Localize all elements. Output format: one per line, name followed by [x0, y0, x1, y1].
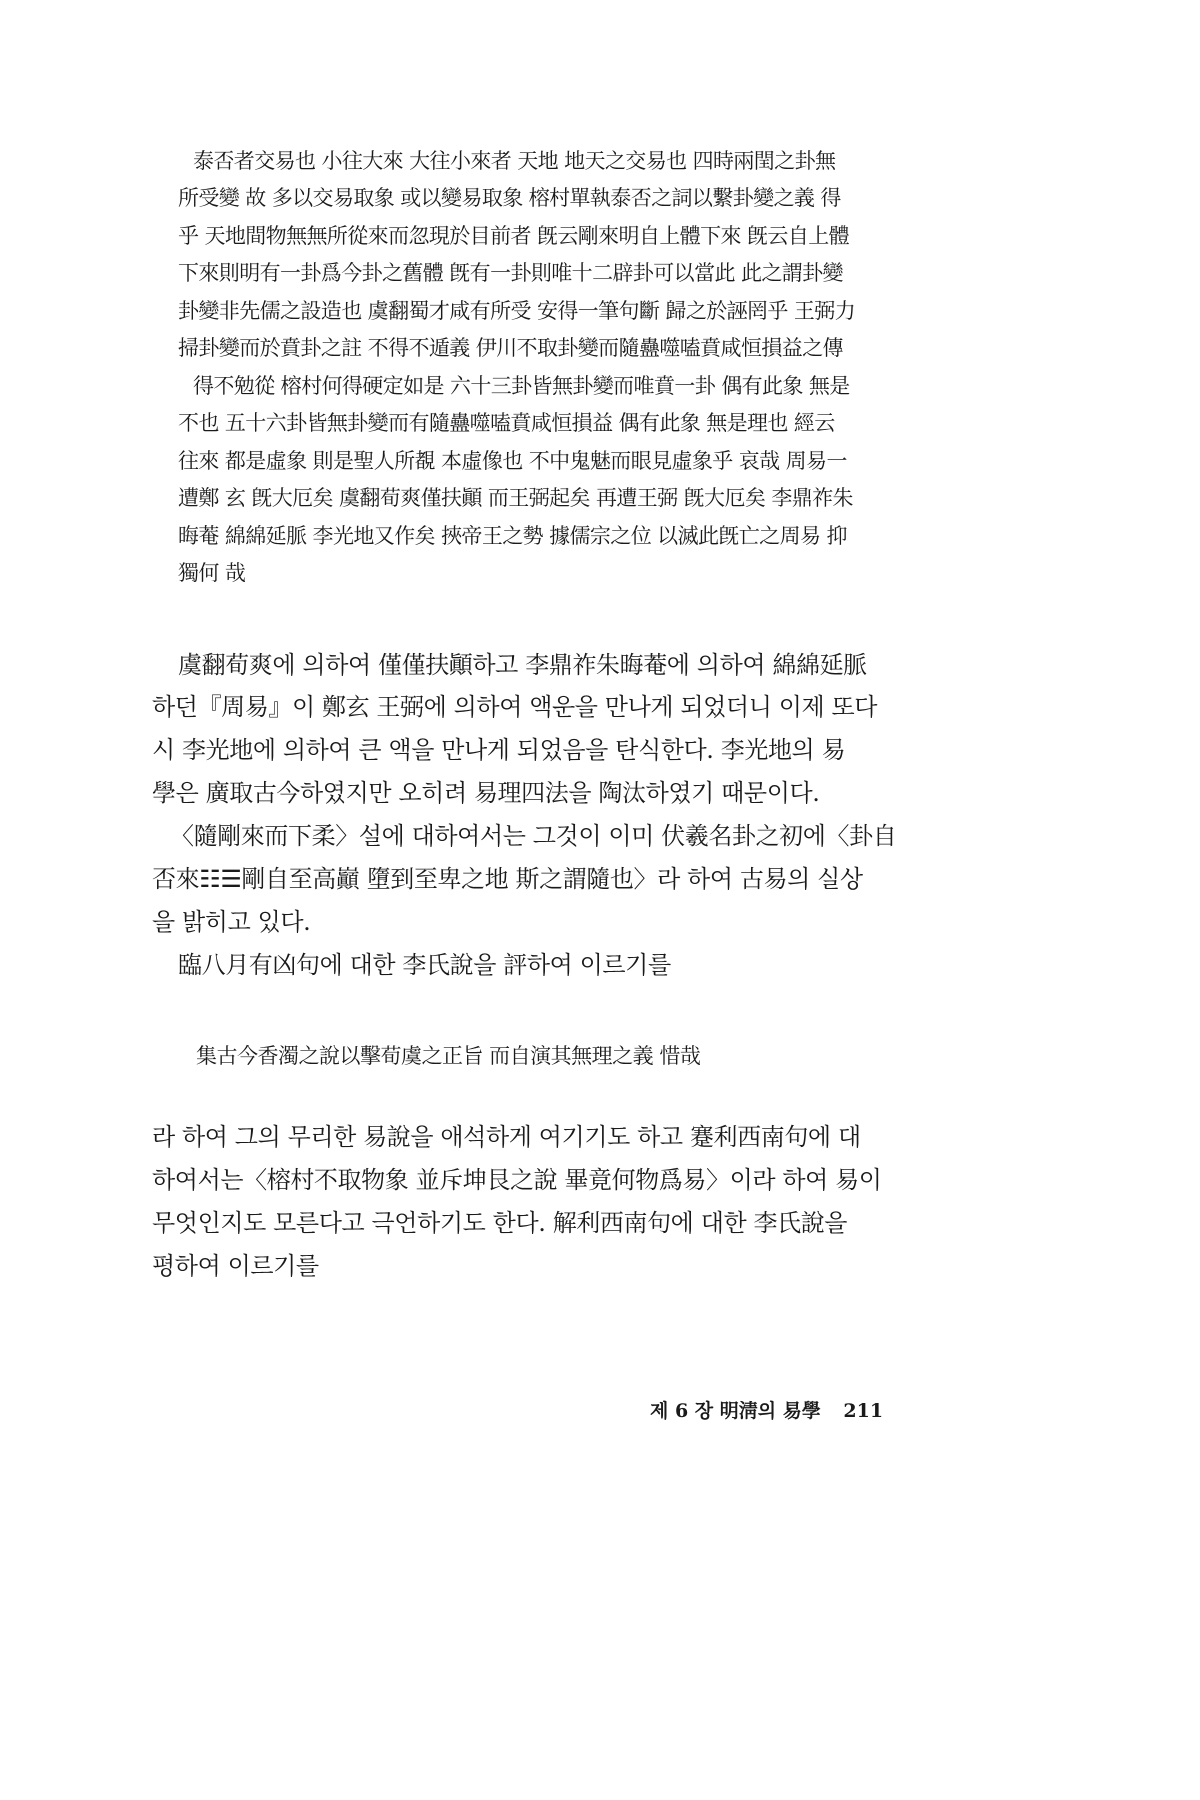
body-line: 虞翻荀爽에 의하여 僅僅扶顚하고 李鼎祚朱晦菴에 의하여 綿綿延脈 [178, 651, 867, 679]
quote-line: 遭鄭 玄 旣大厄矣 虞翻荀爽僅扶顚 而王弼起矣 再遭王弼 旣大厄矣 李鼎祚朱 [178, 486, 853, 510]
quote-line: 不也 五十六卦皆無卦變而有隨蠱噬嗑賁咸恒損益 偶有此象 無是理也 經云 [178, 411, 835, 435]
quote-line: 往來 都是虛象 則是聖人所覩 本虛像也 不中鬼魅而眼見虛象乎 哀哉 周易一 [178, 449, 847, 473]
quote-line: 獨何 哉 [178, 561, 246, 585]
body-line: 을 밝히고 있다. [152, 908, 311, 936]
chapter-title: 제 6 장 明淸의 易學 [650, 1400, 821, 1422]
quote-line: 晦菴 綿綿延脈 李光地又作矣 挾帝王之勢 據儒宗之位 以滅此旣亡之周易 抑 [178, 524, 847, 548]
page-number: 211 [843, 1400, 884, 1422]
quote-line: 泰否者交易也 小往大來 大往小來者 天地 地天之交易也 四時兩閏之卦無 [193, 149, 836, 173]
body-line: 學은 廣取古今하였지만 오히려 易理四法을 陶汰하였기 때문이다. [152, 779, 820, 807]
body-line: 하여서는〈榕村不取物象 並斥坤艮之說 畢竟何物爲易〉이라 하여 易이 [152, 1166, 882, 1194]
body-line: 〈隨剛來而下柔〉설에 대하여서는 그것이 이미 伏羲名卦之初에〈卦自 [170, 822, 897, 850]
body-line: 否來☷☰剛自至高巓 墮到至卑之地 斯之謂隨也〉라 하여 古易의 실상 [152, 865, 863, 893]
quote-line: 所受變 故 多以交易取象 或以變易取象 榕村單執泰否之詞以繫卦變之義 得 [178, 186, 841, 210]
quote-line: 下來則明有一卦爲今卦之舊體 旣有一卦則唯十二辟卦可以當此 此之謂卦變 [178, 261, 843, 285]
quote-line: 得不勉從 榕村何得硬定如是 六十三卦皆無卦變而唯賁一卦 偶有此象 無是 [193, 374, 850, 398]
quote-line: 掃卦變而於賁卦之註 不得不遁義 伊川不取卦變而隨蠱噬嗑賁咸恒損益之傳 [178, 336, 843, 360]
body-line: 라 하여 그의 무리한 易說을 애석하게 여기기도 하고 蹇利西南句에 대 [152, 1123, 861, 1151]
body-line: 평하여 이르기를 [152, 1252, 319, 1280]
running-footer [650, 1396, 910, 1423]
body-line: 하던『周易』이 鄭玄 王弼에 의하여 액운을 만나게 되었더니 이제 또다 [152, 693, 878, 721]
quote-line: 集古今香濁之說以擊荀虞之正旨 而自演其無理之義 惜哉 [196, 1044, 701, 1068]
quote-line: 卦變非先儒之設造也 虞翻蜀才咸有所受 安得一筆句斷 歸之於誣罔乎 王弼力 [178, 299, 856, 323]
body-line: 무엇인지도 모른다고 극언하기도 한다. 解利西南句에 대한 李氏說을 [152, 1209, 848, 1237]
quote-line: 乎 天地間物無無所從來而忽現於目前者 旣云剛來明自上體下來 旣云自上體 [178, 224, 850, 248]
body-line: 시 李光地에 의하여 큰 액을 만나게 되었음을 탄식한다. 李光地의 易 [152, 736, 846, 764]
body-line: 臨八月有凶句에 대한 李氏說을 評하여 이르기를 [178, 951, 671, 979]
